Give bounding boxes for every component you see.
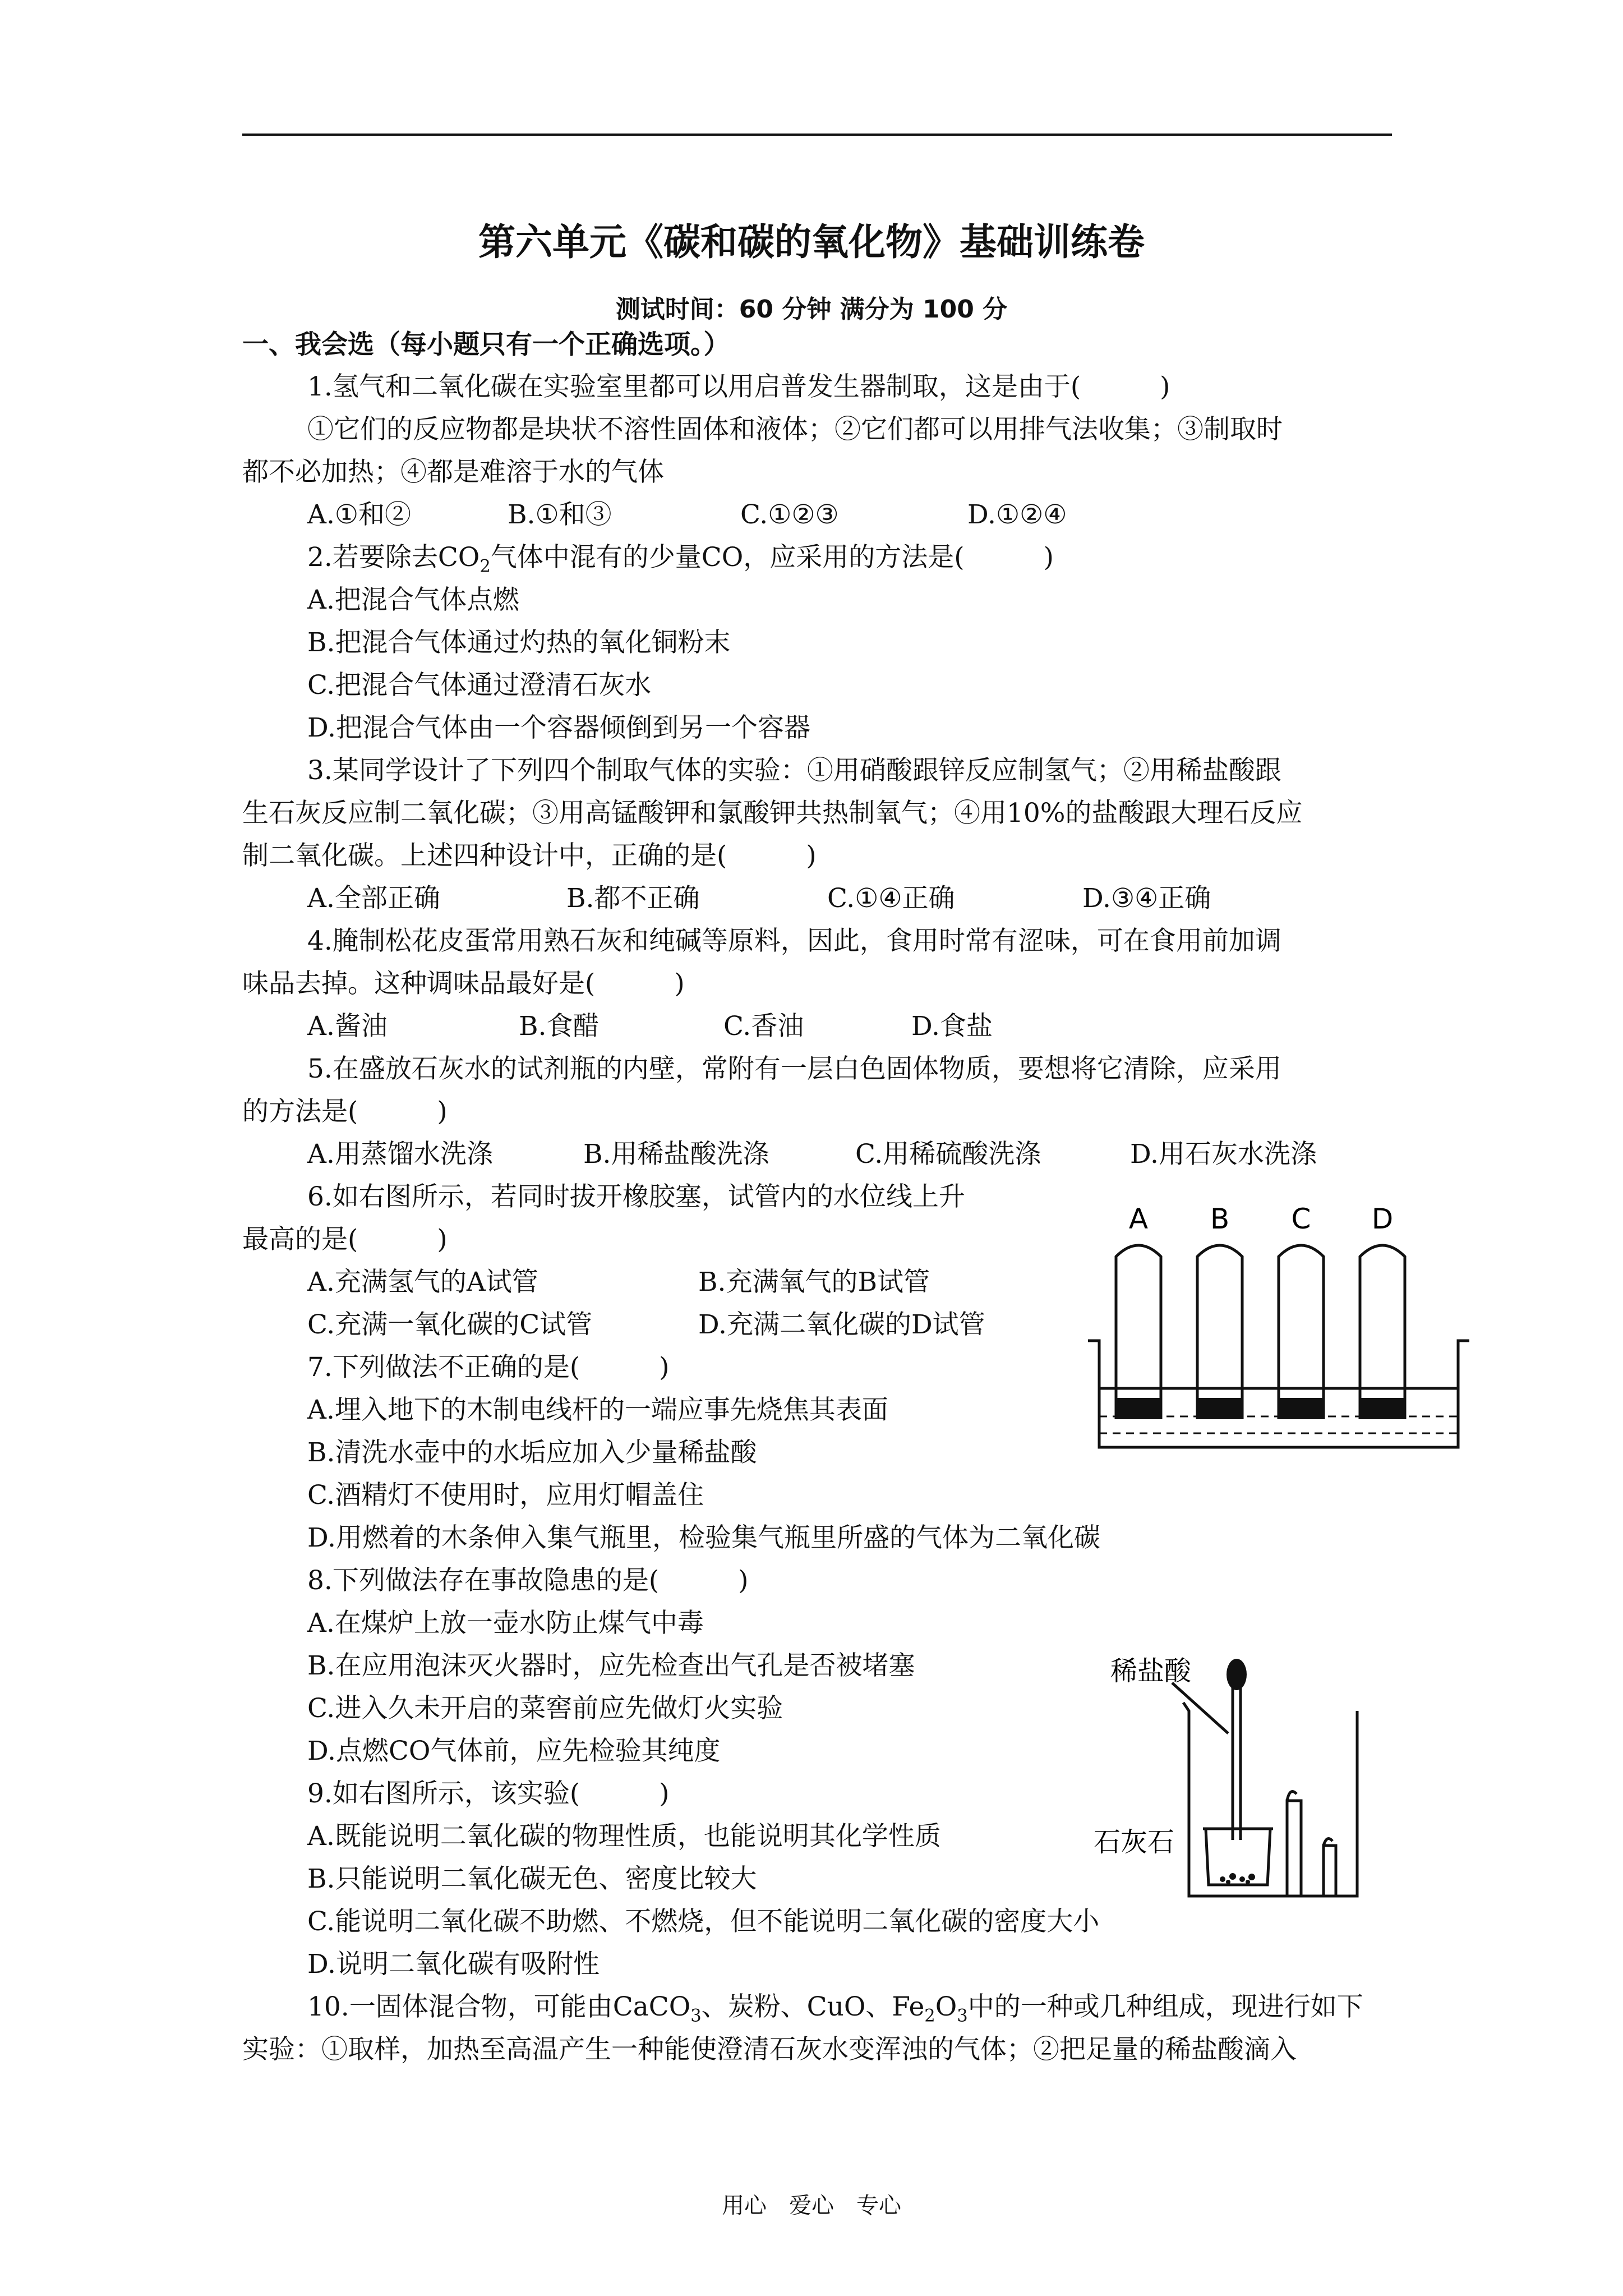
q3-line-1: 3.某同学设计了下列四个制取气体的实验：①用硝酸跟锌反应制氢气；②用稀盐酸跟 [307,755,1281,786]
q5-line-2: 的方法是( ) [242,1096,448,1127]
q5-option-d: D.用石灰水洗涤 [1130,1139,1317,1170]
q3-option-d: D.③④正确 [1082,883,1211,914]
q1-option-c: C.①②③ [740,499,839,530]
q10-sub-2: 2 [924,2006,935,2026]
q9-option-c: C.能说明二氧化碳不助燃、不燃烧，但不能说明二氧化碳的密度大小 [307,1906,1100,1937]
q8-option-d: D.点燃CO气体前，应先检验其纯度 [307,1736,721,1766]
tube-label-a: A [1128,1203,1149,1235]
q8-stem: 8.下列做法存在事故隐患的是( ) [307,1565,749,1596]
q2-stem-part-a: 2.若要除去CO [307,542,480,573]
q6-option-c: C.充满一氧化碳的C试管 [307,1309,593,1340]
q9-option-b: B.只能说明二氧化碳无色、密度比较大 [307,1864,757,1894]
q2-stem-subscript: 2 [479,556,491,577]
q3-option-b: B.都不正确 [566,883,700,914]
q10-line-1 [307,1990,1363,2033]
label-dilute-hcl: 稀盐酸 [1110,1655,1192,1687]
q6-option-d: D.充满二氧化碳的D试管 [698,1309,985,1340]
q7-option-c: C.酒精灯不使用时，应用灯帽盖住 [307,1480,704,1511]
q3-option-c: C.①④正确 [827,883,955,914]
q8-option-c: C.进入久未开启的菜窖前应先做灯火实验 [307,1693,783,1724]
q10-sub-1: 3 [690,2006,702,2026]
q1-option-b: B.①和③ [508,499,612,530]
label-limestone: 石灰石 [1094,1826,1175,1858]
q6-option-a: A.充满氢气的A试管 [307,1267,538,1297]
q4-line-2: 味品去掉。这种调味品最好是( ) [242,968,685,999]
q4-option-c: C.香油 [723,1011,804,1042]
q4-option-d: D.食盐 [911,1011,993,1042]
tube-label-d: D [1371,1203,1394,1235]
q7-option-d: D.用燃着的木条伸入集气瓶里，检验集气瓶里所盛的气体为二氧化碳 [307,1522,1100,1553]
q2-option-c: C.把混合气体通过澄清石灰水 [307,670,652,701]
q5-option-b: B.用稀盐酸洗涤 [583,1139,769,1170]
q3-line-3: 制二氧化碳。上述四种设计中，正确的是( ) [242,840,817,871]
q9-option-a: A.既能说明二氧化碳的物理性质，也能说明其化学性质 [307,1821,941,1852]
q1-option-d: D.①②④ [967,499,1067,530]
q6-line-2: 最高的是( ) [242,1224,448,1255]
q10-line-1-part-c: O [935,1991,957,2022]
q2-option-b: B.把混合气体通过灼热的氧化铜粉末 [307,627,731,658]
q1-text-2: 都不必加热；④都是难溶于水的气体 [242,457,664,487]
q2-option-a: A.把混合气体点燃 [307,585,519,615]
q5-option-a: A.用蒸馏水洗涤 [307,1139,493,1170]
q7-stem: 7.下列做法不正确的是( ) [307,1352,670,1383]
q8-option-a: A.在煤炉上放一壶水防止煤气中毒 [307,1608,704,1639]
q2-stem-part-b: 气体中混有的少量CO，应采用的方法是( ) [490,542,1054,573]
test-tubes-figure [1077,1195,1481,1464]
q10-line-1-part-d: 中的一种或几种组成，现进行如下 [967,1991,1363,2022]
q10-line-1-part-b: 、炭粉、CuO、Fe [701,1991,925,2022]
q3-option-a: A.全部正确 [307,883,440,914]
q2-stem [307,541,1054,583]
q3-line-2: 生石灰反应制二氧化碳；③用高锰酸钾和氯酸钾共热制氧气；④用10%的盐酸跟大理石反应 [242,798,1303,829]
q1-stem: 1.氢气和二氧化碳在实验室里都可以用启普发生器制取，这是由于( ) [307,371,1170,402]
q9-option-d: D.说明二氧化碳有吸附性 [307,1949,600,1980]
section-heading: 一、我会选（每小题只有一个正确选项。） [242,329,730,360]
q7-option-b: B.清洗水壶中的水垢应加入少量稀盐酸 [307,1437,757,1468]
q10-sub-3: 3 [957,2006,968,2026]
q1-text-1: ①它们的反应物都是块状不溶性固体和液体；②它们都可以用排气法收集；③制取时 [307,414,1283,445]
q5-line-1: 5.在盛放石灰水的试剂瓶的内壁，常附有一层白色固体物质，要想将它清除，应采用 [307,1053,1281,1084]
beaker-figure [1094,1649,1385,1907]
q10-line-2: 实验：①取样，加热至高温产生一种能使澄清石灰水变浑浊的气体；②把足量的稀盐酸滴入 [242,2034,1297,2065]
tube-label-b: B [1210,1203,1230,1235]
q2-option-d: D.把混合气体由一个容器倾倒到另一个容器 [307,712,810,743]
q4-line-1: 4.腌制松花皮蛋常用熟石灰和纯碱等原料，因此，食用时常有涩味，可在食用前加调 [307,926,1281,956]
page-footer: 用心 爱心 专心 [722,2193,901,2219]
test-info: 测试时间：60 分钟 满分为 100 分 [615,295,1008,324]
q9-stem: 9.如右图所示，该实验( ) [307,1778,670,1809]
page-title: 第六单元《碳和碳的氧化物》基础训练卷 [478,220,1145,264]
q6-line-1: 6.如右图所示，若同时拔开橡胶塞，试管内的水位线上升 [307,1181,965,1212]
q10-line-1-part-a: 10.一固体混合物，可能由CaCO [307,1991,691,2022]
q8-option-b: B.在应用泡沫灭火器时，应先检查出气孔是否被堵塞 [307,1650,915,1681]
q4-option-b: B.食醋 [519,1011,600,1042]
header-rule [242,134,1392,136]
q7-option-a: A.埋入地下的木制电线杆的一端应事先烧焦其表面 [307,1395,888,1425]
dropper-bulb-icon [1227,1659,1247,1690]
q5-option-c: C.用稀硫酸洗涤 [855,1139,1041,1170]
q6-option-b: B.充满氧气的B试管 [698,1267,930,1297]
tube-label-c: C [1291,1203,1311,1235]
q4-option-a: A.酱油 [307,1011,388,1042]
q1-option-a: A.①和② [307,499,412,530]
